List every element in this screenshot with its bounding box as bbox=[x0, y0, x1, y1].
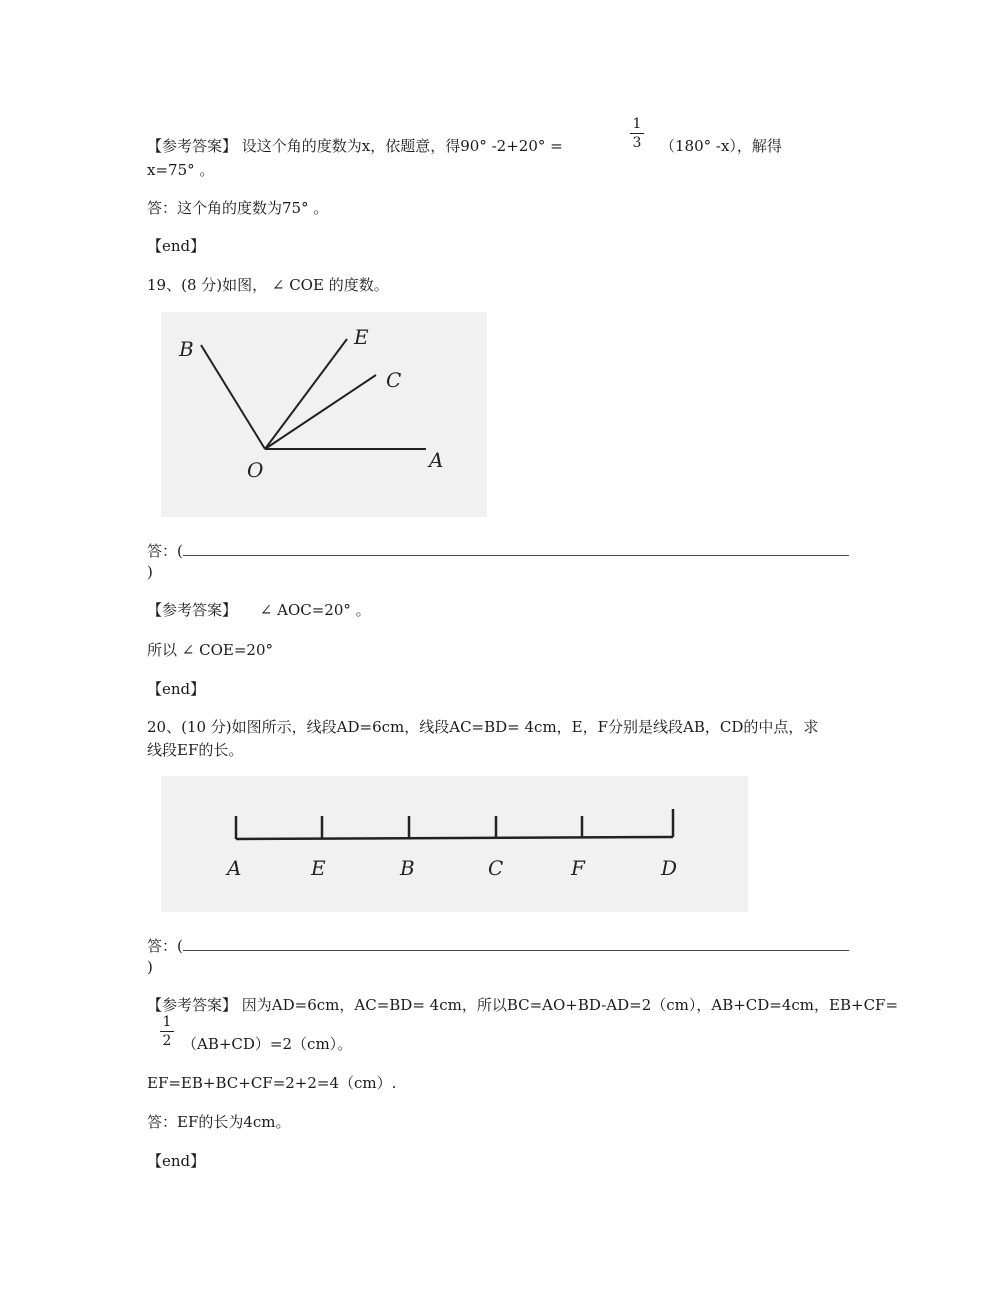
label-E: E bbox=[354, 325, 369, 349]
q18-answer-line2: x=75° 。 bbox=[147, 161, 215, 179]
label-C: C bbox=[488, 856, 504, 880]
q19-ref-line2: 所以 ∠ COE=20° bbox=[147, 641, 273, 659]
answer-label: 【参考答案】 bbox=[147, 601, 238, 619]
q19-answer-suffix: ) bbox=[147, 563, 153, 581]
q20-answer-suffix: ) bbox=[147, 958, 153, 976]
q20-question-line1: 20、(10 分)如图所示，线段AD=6cm，线段AC=BD= 4cm，E，F分别是线段AB，CD的中点，求 bbox=[147, 718, 819, 736]
label-O: O bbox=[247, 458, 264, 482]
answer-label: 【参考答案】 bbox=[147, 996, 238, 1014]
q20-ref-line2: （AB+CD）=2（cm）。 bbox=[182, 1035, 353, 1053]
answer-blank[interactable] bbox=[183, 540, 849, 556]
label-C: C bbox=[386, 368, 402, 392]
q20-conclusion: 答：EF的长为4cm。 bbox=[147, 1113, 291, 1131]
answer-blank[interactable] bbox=[183, 935, 849, 951]
q20-end-marker: 【end】 bbox=[147, 1152, 206, 1170]
fraction-one-third: 1 3 bbox=[630, 116, 644, 151]
q18-conclusion: 答：这个角的度数为75° 。 bbox=[147, 199, 329, 217]
q19-question: 19、(8 分)如图， ∠ COE 的度数。 bbox=[147, 276, 389, 294]
q19-angle-figure bbox=[161, 312, 487, 517]
fraction-one-half: 1 2 bbox=[160, 1014, 174, 1049]
answer-prefix: 答：( bbox=[147, 937, 183, 955]
ref-text: 因为AD=6cm，AC=BD= 4cm，所以BC=AO+BD-AD=2（cm），AB+CD=4cm，EB+CF= bbox=[241, 996, 899, 1014]
label-A: A bbox=[227, 856, 242, 880]
answer-label: 【参考答案】 bbox=[147, 137, 238, 155]
answer-text-post: （180° -x），解得 bbox=[660, 137, 782, 155]
label-D: D bbox=[661, 856, 678, 880]
label-E: E bbox=[311, 856, 326, 880]
label-B: B bbox=[179, 337, 194, 361]
label-F: F bbox=[571, 856, 585, 880]
q20-segment-figure bbox=[161, 776, 748, 912]
answer-prefix: 答：( bbox=[147, 542, 183, 560]
q18-answer-line1 bbox=[147, 136, 563, 156]
q18-end-marker: 【end】 bbox=[147, 237, 206, 255]
q20-answer-blank-line bbox=[147, 935, 849, 956]
q19-end-marker: 【end】 bbox=[147, 680, 206, 698]
label-A: A bbox=[429, 448, 444, 472]
q19-ref-line1 bbox=[147, 600, 371, 620]
q19-answer-blank-line bbox=[147, 540, 849, 561]
q20-ref-line3: EF=EB+BC+CF=2+2=4（cm）. bbox=[147, 1074, 397, 1092]
q20-ref-line1 bbox=[147, 995, 898, 1015]
answer-text-pre: 设这个角的度数为x，依题意，得90° -2+20° = bbox=[241, 137, 563, 155]
q20-question-line2: 线段EF的长。 bbox=[147, 741, 244, 759]
ref-text: ∠ AOC=20° 。 bbox=[259, 601, 371, 619]
label-B: B bbox=[400, 856, 415, 880]
